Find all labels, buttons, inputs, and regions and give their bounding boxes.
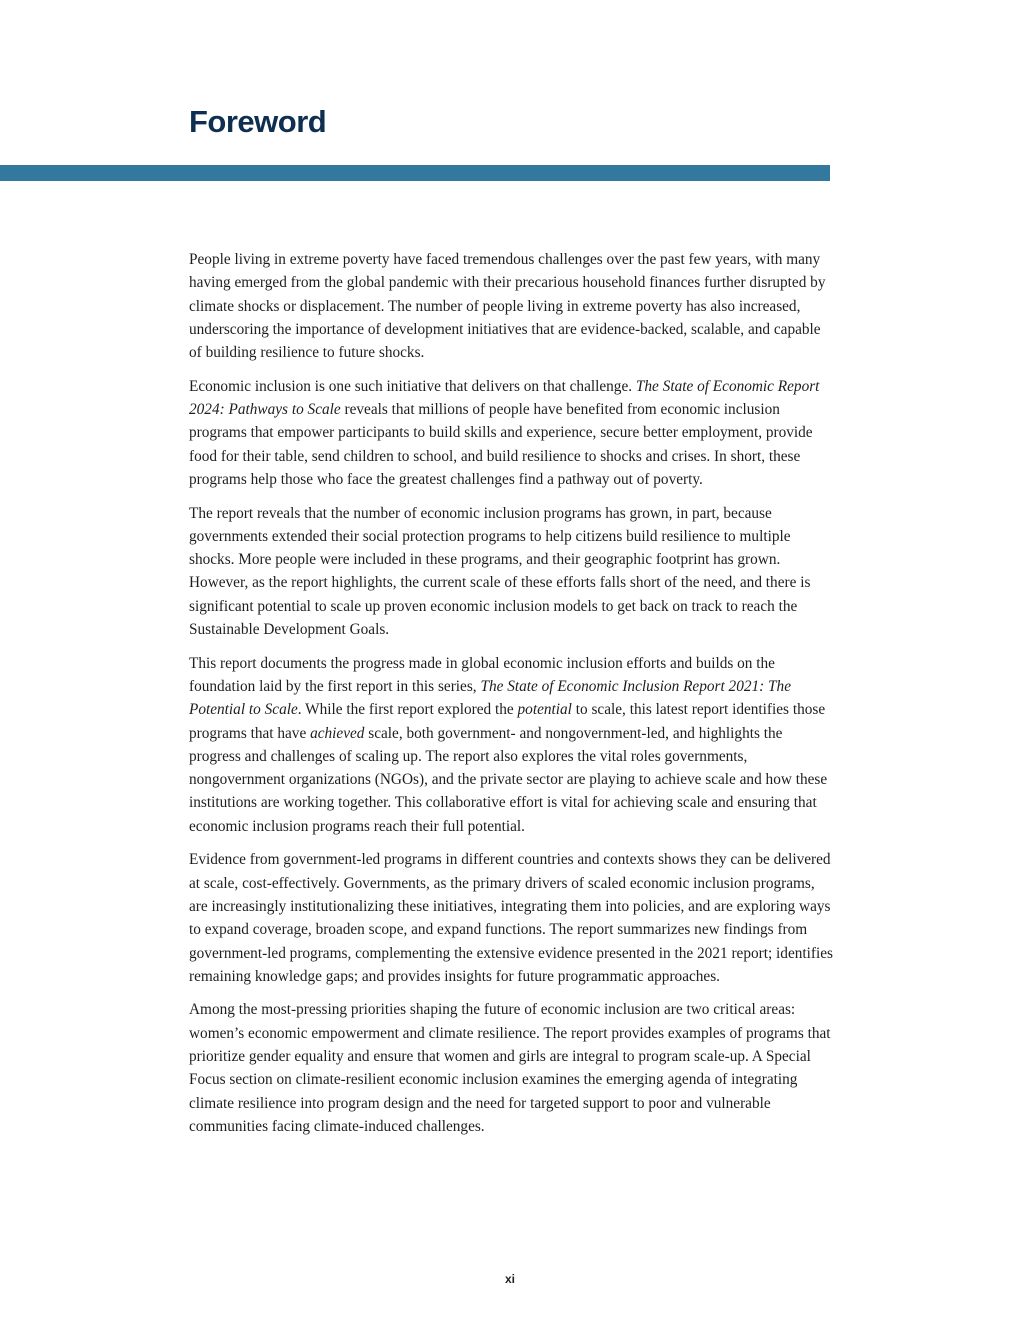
paragraph-text: reveals that millions of people have benefited from economic inclusion programs that empower participants to build skills and experience, secure better employment, provide food for their table, send children to school, and build resilience to shocks and crises. In short, these programs help those who face the greatest challenges find a pathway out of poverty. (189, 401, 813, 488)
paragraph (189, 375, 834, 491)
paragraph (189, 998, 834, 1138)
paragraph-text: . While the first report explored the (297, 701, 518, 719)
italic-text: potential (517, 701, 572, 719)
title-rule (0, 165, 830, 181)
italic-text: achieved (310, 724, 365, 742)
page-title: Foreword (189, 104, 327, 139)
paragraph-text: scale, both government- and nongovernment-led, and highlights the progress and challenges of scaling up. The report also explores the vital roles governments, nongovernment organizations (NGOs), and the private sector are playing to achieve scale and how these institutions are working together. This collaborative effort is vital for achieving scale and ensuring that economic inclusion programs reach their full potential. (189, 724, 828, 835)
italic-text: The State of Economic Inclusion Report 2021: The Potential to Scale (189, 677, 791, 719)
paragraph-text: to scale, this latest report identifies those programs that have (189, 701, 826, 742)
paragraph (189, 502, 834, 642)
paragraph (189, 248, 834, 364)
paragraph (189, 652, 834, 838)
paragraph-text: The report reveals that the number of economic inclusion programs has grown, in part, because governments extended their social protection programs to help citizens build resilience to multiple shocks. More people were included in these programs, and their geographic footprint has grown. However, as the report highlights, the current scale of these efforts falls short of the need, and there is significant potential to scale up proven economic inclusion models to get back on track to reach the Sustainable Development Goals. (189, 504, 811, 639)
paragraph (189, 848, 834, 988)
foreword-body (189, 248, 834, 1138)
paragraph-text: Economic inclusion is one such initiative that delivers on that challenge. (189, 377, 636, 395)
page-number: xi (504, 1272, 515, 1286)
paragraph-text: This report documents the progress made in global economic inclusion efforts and builds on the foundation laid by the first report in this series, (189, 654, 775, 695)
italic-text: The State of Economic Report 2024: Pathways to Scale (189, 377, 820, 419)
paragraph-text: Among the most-pressing priorities shaping the future of economic inclusion are two critical areas: women’s economic empowerment and climate resilience. The report provides examples of programs that prioritize gender equality and ensure that women and girls are integral to program scale-up. A Special Focus section on climate-resilient economic inclusion examines the emerging agenda of integrating climate resilience into program design and the need for targeted support to poor and vulnerable communities facing climate-induced challenges. (189, 1001, 831, 1135)
paragraph-text: People living in extreme poverty have faced tremendous challenges over the past few years, with many having emerged from the global pandemic with their precarious household finances further disrupted by climate shocks or displacement. The number of people living in extreme poverty has also increased, underscoring the importance of development initiatives that are evidence-backed, scalable, and capable of building resilience to future shocks. (189, 251, 826, 362)
paragraph-text: Evidence from government-led programs in different countries and contexts shows they can be delivered at scale, cost-effectively. Governments, as the primary drivers of scaled economic inclusion programs, are increasingly institutionalizing these initiatives, integrating them into policies, and are exploring ways to expand coverage, broaden scope, and expand functions. The report summarizes new findings from government-led programs, complementing the extensive evidence presented in the 2021 report; identifies remaining knowledge gaps; and provides insights for future programmatic approaches. (189, 851, 833, 985)
